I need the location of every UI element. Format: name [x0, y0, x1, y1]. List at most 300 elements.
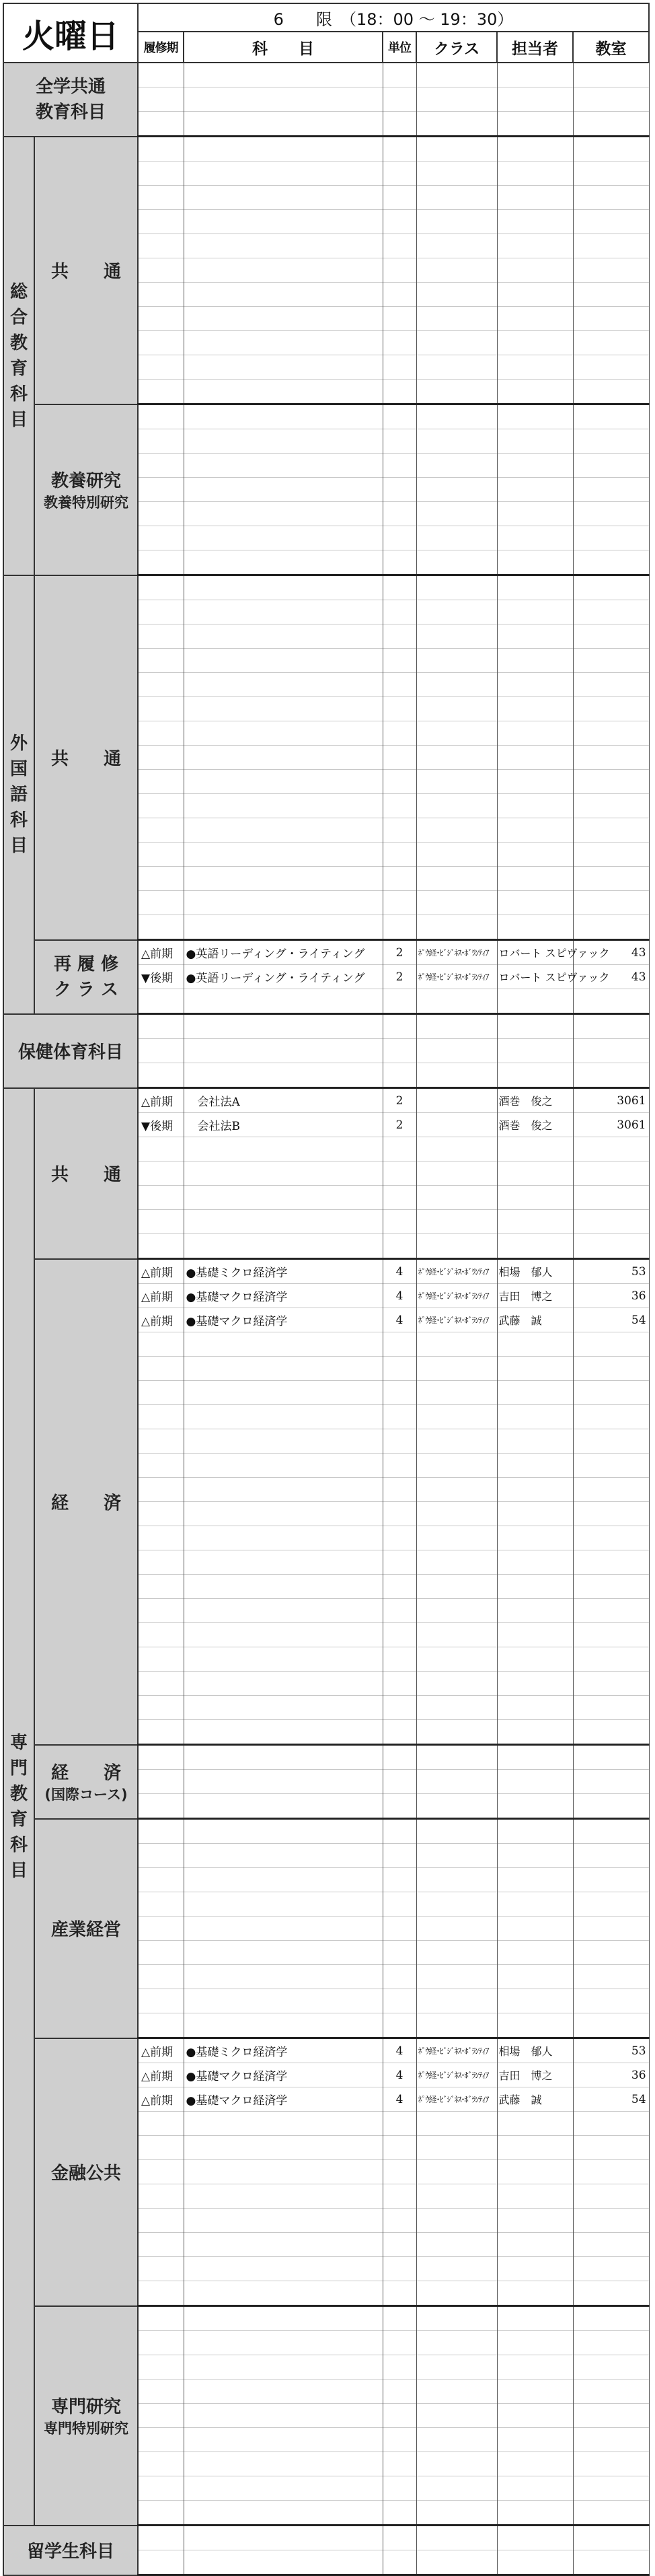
- cell-subject: [184, 112, 383, 137]
- cell-term: △前期: [138, 2038, 184, 2063]
- day-title: 火曜日: [3, 3, 138, 63]
- cell-room: [573, 63, 649, 87]
- cell-term: [138, 867, 184, 891]
- subsection-rireki-text: 再 履 修 ク ラ ス: [53, 954, 119, 1000]
- cell-term: [138, 2281, 184, 2306]
- cell-class: [416, 234, 497, 258]
- section-zengaku: [3, 63, 138, 137]
- cell-room: [573, 1234, 649, 1259]
- subsection-keizai: [34, 1259, 138, 1745]
- cell-term: [138, 1332, 184, 1357]
- cell-subject: [184, 1405, 383, 1429]
- cell-subject: ●基礎ミクロ経済学: [184, 2038, 383, 2063]
- cell-units: [383, 1405, 416, 1429]
- cell-teacher: [497, 429, 573, 454]
- cell-teacher: [497, 2257, 573, 2281]
- cell-room: [573, 550, 649, 575]
- cell-units: [383, 526, 416, 550]
- cell-room: [573, 2428, 649, 2452]
- cell-room: [573, 1210, 649, 1234]
- section-senmon-text: 専 門 教 育 科 目: [9, 1732, 28, 1881]
- cell-room: [573, 2281, 649, 2306]
- cell-class: [416, 1696, 497, 1720]
- cell-teacher: [497, 2550, 573, 2575]
- period-label: 6 限 （18：00 〜 19：30）: [138, 3, 649, 32]
- cell-class: [416, 1014, 497, 1039]
- cell-room: [573, 770, 649, 794]
- cell-subject: [184, 1770, 383, 1794]
- cell-class: [416, 63, 497, 87]
- cell-room: [573, 1745, 649, 1770]
- cell-units: [383, 380, 416, 404]
- cell-subject: [184, 1745, 383, 1770]
- cell-units: [383, 1137, 416, 1161]
- cell-teacher: [497, 1332, 573, 1357]
- cell-units: [383, 137, 416, 162]
- cell-subject: [184, 1234, 383, 1259]
- cell-subject: [184, 2233, 383, 2257]
- cell-units: [383, 112, 416, 137]
- cell-units: [383, 1575, 416, 1599]
- cell-term: [138, 234, 184, 258]
- cell-subject: [184, 721, 383, 746]
- cell-subject: [184, 2306, 383, 2331]
- cell-term: [138, 2526, 184, 2550]
- cell-units: 4: [383, 1284, 416, 1308]
- cell-subject: [184, 210, 383, 234]
- cell-class: [416, 794, 497, 818]
- cell-room: [573, 1526, 649, 1550]
- cell-units: [383, 2476, 416, 2501]
- cell-units: [383, 234, 416, 258]
- cell-units: [383, 1941, 416, 1965]
- cell-subject: ●基礎マクロ経済学: [184, 2087, 383, 2112]
- cell-class: [416, 673, 497, 697]
- cell-units: [383, 1819, 416, 1844]
- cell-units: [383, 1478, 416, 1502]
- cell-class: [416, 2476, 497, 2501]
- cell-room: [573, 2526, 649, 2550]
- table-row: [3, 1745, 649, 1770]
- cell-term: [138, 1186, 184, 1210]
- cell-units: [383, 1647, 416, 1672]
- cell-class: [416, 989, 497, 1014]
- cell-units: [383, 2452, 416, 2476]
- cell-units: [383, 1696, 416, 1720]
- cell-class: [416, 404, 497, 429]
- subsection-sogo-kenkyu-text: 教養研究: [51, 471, 122, 491]
- cell-room: [573, 307, 649, 331]
- cell-units: [383, 2428, 416, 2452]
- cell-subject: [184, 283, 383, 307]
- cell-class: [416, 1478, 497, 1502]
- cell-room: [573, 1844, 649, 1868]
- cell-term: [138, 1819, 184, 1844]
- cell-teacher: [497, 1502, 573, 1526]
- cell-subject: [184, 404, 383, 429]
- cell-term: [138, 526, 184, 550]
- cell-room: [573, 283, 649, 307]
- cell-subject: [184, 1892, 383, 1917]
- cell-units: [383, 1332, 416, 1357]
- cell-class: ﾈﾟｳ経･ﾋﾞｼﾞﾈｽ･ﾎﾞﾗﾝﾃｨｱ: [416, 965, 497, 989]
- cell-units: [383, 624, 416, 649]
- cell-units: [383, 2233, 416, 2257]
- cell-units: [383, 283, 416, 307]
- cell-term: [138, 2428, 184, 2452]
- cell-class: [416, 550, 497, 575]
- cell-class: [416, 1234, 497, 1259]
- table-row: [3, 404, 649, 429]
- cell-room: [573, 1941, 649, 1965]
- cell-subject: [184, 2452, 383, 2476]
- cell-term: [138, 2112, 184, 2136]
- cell-subject: [184, 1989, 383, 2013]
- cell-class: [416, 746, 497, 770]
- cell-teacher: [497, 1186, 573, 1210]
- cell-teacher: [497, 1478, 573, 1502]
- cell-class: [416, 210, 497, 234]
- cell-room: [573, 600, 649, 624]
- col-class-header: クラス: [416, 32, 497, 63]
- cell-room: [573, 1063, 649, 1088]
- timetable: [3, 3, 650, 2576]
- cell-teacher: 相場 郁人: [497, 2038, 573, 2063]
- subsection-rireki: [34, 940, 138, 1014]
- cell-class: [416, 843, 497, 867]
- cell-units: [383, 2013, 416, 2038]
- cell-units: [383, 891, 416, 915]
- cell-room: [573, 234, 649, 258]
- cell-term: [138, 2136, 184, 2160]
- cell-teacher: [497, 575, 573, 600]
- cell-teacher: [497, 1917, 573, 1941]
- cell-room: [573, 1696, 649, 1720]
- cell-subject: [184, 454, 383, 478]
- cell-teacher: [497, 234, 573, 258]
- cell-term: [138, 2380, 184, 2404]
- cell-term: [138, 1917, 184, 1941]
- cell-term: [138, 1234, 184, 1259]
- cell-class: [416, 891, 497, 915]
- cell-term: [138, 1526, 184, 1550]
- section-sogo-text: 総 合 教 育 科 目: [9, 281, 28, 430]
- cell-units: 4: [383, 2087, 416, 2112]
- cell-subject: [184, 63, 383, 87]
- cell-teacher: ロバート スピヴァック: [497, 965, 573, 989]
- cell-term: [138, 843, 184, 867]
- cell-units: [383, 429, 416, 454]
- cell-term: [138, 1478, 184, 1502]
- cell-teacher: [497, 1989, 573, 2013]
- cell-teacher: [497, 2160, 573, 2184]
- cell-teacher: [497, 624, 573, 649]
- cell-class: [416, 1039, 497, 1063]
- cell-term: [138, 721, 184, 746]
- cell-class: [416, 2013, 497, 2038]
- cell-term: [138, 162, 184, 186]
- cell-subject: [184, 697, 383, 721]
- cell-class: [416, 355, 497, 380]
- cell-class: [416, 1357, 497, 1381]
- cell-subject: [184, 478, 383, 502]
- cell-units: [383, 649, 416, 673]
- cell-room: [573, 2380, 649, 2404]
- cell-class: [416, 1917, 497, 1941]
- cell-term: [138, 1965, 184, 1989]
- cell-teacher: 武藤 誠: [497, 2087, 573, 2112]
- cell-term: [138, 355, 184, 380]
- cell-class: [416, 454, 497, 478]
- cell-term: ▼後期: [138, 965, 184, 989]
- cell-class: [416, 2112, 497, 2136]
- cell-teacher: [497, 1672, 573, 1696]
- cell-subject: [184, 2331, 383, 2355]
- cell-room: [573, 137, 649, 162]
- cell-units: [383, 1989, 416, 2013]
- section-ryugakusei: [3, 2526, 138, 2575]
- cell-units: [383, 843, 416, 867]
- subsection-gaikoku-common: [34, 575, 138, 940]
- cell-room: [573, 1892, 649, 1917]
- cell-teacher: [497, 2281, 573, 2306]
- cell-subject: [184, 1720, 383, 1745]
- cell-units: [383, 63, 416, 87]
- cell-teacher: [497, 1745, 573, 1770]
- cell-teacher: [497, 137, 573, 162]
- cell-class: [416, 818, 497, 843]
- cell-teacher: [497, 502, 573, 526]
- cell-term: [138, 1745, 184, 1770]
- cell-units: [383, 404, 416, 429]
- cell-teacher: [497, 721, 573, 746]
- cell-term: [138, 770, 184, 794]
- subsection-senmon-common: [34, 1088, 138, 1259]
- cell-term: [138, 1941, 184, 1965]
- cell-class: [416, 624, 497, 649]
- cell-term: [138, 1063, 184, 1088]
- cell-teacher: [497, 63, 573, 87]
- cell-class: [416, 1113, 497, 1137]
- cell-subject: [184, 1526, 383, 1550]
- section-zengaku-text: 全学共通 教育科目: [36, 76, 106, 122]
- cell-room: [573, 404, 649, 429]
- cell-subject: [184, 1137, 383, 1161]
- cell-units: [383, 1039, 416, 1063]
- cell-teacher: [497, 1063, 573, 1088]
- cell-teacher: [497, 162, 573, 186]
- cell-class: [416, 697, 497, 721]
- subsection-sangyo: [34, 1819, 138, 2038]
- cell-room: [573, 1039, 649, 1063]
- cell-subject: ●英語リーディング・ライティング: [184, 940, 383, 965]
- cell-subject: [184, 2013, 383, 2038]
- cell-teacher: [497, 404, 573, 429]
- cell-term: [138, 137, 184, 162]
- cell-teacher: [497, 2476, 573, 2501]
- cell-room: [573, 2184, 649, 2209]
- cell-class: [416, 1454, 497, 1478]
- cell-class: [416, 721, 497, 746]
- cell-subject: ●基礎マクロ経済学: [184, 1308, 383, 1332]
- cell-term: [138, 550, 184, 575]
- cell-subject: [184, 355, 383, 380]
- cell-room: [573, 794, 649, 818]
- cell-room: [573, 112, 649, 137]
- cell-class: [416, 1063, 497, 1088]
- cell-subject: [184, 2281, 383, 2306]
- col-term-header: 履修期: [138, 32, 184, 63]
- cell-class: [416, 162, 497, 186]
- cell-room: [573, 258, 649, 283]
- cell-term: [138, 1405, 184, 1429]
- cell-subject: [184, 1161, 383, 1186]
- cell-teacher: [497, 1794, 573, 1819]
- subsection-sogo-kenkyu: [34, 404, 138, 575]
- cell-term: [138, 454, 184, 478]
- cell-room: [573, 624, 649, 649]
- cell-teacher: [497, 2013, 573, 2038]
- section-ryugakusei-text: 留学生科目: [27, 2542, 115, 2562]
- cell-units: [383, 1868, 416, 1892]
- cell-term: [138, 1161, 184, 1186]
- cell-teacher: [497, 1357, 573, 1381]
- cell-teacher: [497, 2355, 573, 2380]
- cell-teacher: [497, 915, 573, 940]
- subsection-kinyu-text: 金融公共: [51, 2163, 122, 2184]
- cell-teacher: [497, 526, 573, 550]
- cell-subject: [184, 2160, 383, 2184]
- cell-subject: [184, 1794, 383, 1819]
- cell-class: [416, 2355, 497, 2380]
- cell-room: [573, 891, 649, 915]
- cell-teacher: [497, 843, 573, 867]
- cell-teacher: [497, 1039, 573, 1063]
- cell-term: [138, 2331, 184, 2355]
- cell-room: [573, 2306, 649, 2331]
- cell-room: [573, 2452, 649, 2476]
- cell-units: [383, 1599, 416, 1623]
- cell-units: [383, 162, 416, 186]
- cell-units: [383, 1429, 416, 1454]
- cell-subject: ●英語リーディング・ライティング: [184, 965, 383, 989]
- cell-term: [138, 258, 184, 283]
- cell-term: △前期: [138, 1259, 184, 1284]
- cell-subject: [184, 1478, 383, 1502]
- cell-units: [383, 550, 416, 575]
- cell-room: [573, 355, 649, 380]
- cell-class: [416, 283, 497, 307]
- cell-subject: [184, 162, 383, 186]
- cell-subject: [184, 1063, 383, 1088]
- cell-term: [138, 1672, 184, 1696]
- cell-room: [573, 2501, 649, 2526]
- cell-class: [416, 186, 497, 210]
- cell-term: [138, 1647, 184, 1672]
- cell-term: [138, 380, 184, 404]
- cell-subject: [184, 1672, 383, 1696]
- cell-units: [383, 1186, 416, 1210]
- cell-room: [573, 2355, 649, 2380]
- cell-term: [138, 307, 184, 331]
- cell-subject: [184, 794, 383, 818]
- cell-class: [416, 1381, 497, 1405]
- cell-subject: [184, 1868, 383, 1892]
- cell-term: [138, 600, 184, 624]
- cell-units: [383, 454, 416, 478]
- cell-units: [383, 307, 416, 331]
- cell-subject: [184, 1941, 383, 1965]
- cell-room: [573, 1965, 649, 1989]
- cell-units: 2: [383, 1088, 416, 1113]
- cell-teacher: [497, 550, 573, 575]
- cell-teacher: [497, 380, 573, 404]
- cell-room: [573, 746, 649, 770]
- cell-room: [573, 1332, 649, 1357]
- cell-term: [138, 1989, 184, 2013]
- cell-units: [383, 915, 416, 940]
- cell-subject: [184, 2380, 383, 2404]
- cell-teacher: [497, 2209, 573, 2233]
- cell-class: [416, 2233, 497, 2257]
- cell-subject: [184, 1014, 383, 1039]
- cell-units: 2: [383, 1113, 416, 1137]
- cell-class: [416, 1429, 497, 1454]
- cell-subject: [184, 1575, 383, 1599]
- cell-term: [138, 1039, 184, 1063]
- cell-subject: [184, 526, 383, 550]
- cell-term: △前期: [138, 2087, 184, 2112]
- cell-subject: [184, 1550, 383, 1575]
- cell-subject: [184, 1210, 383, 1234]
- cell-room: 43: [573, 965, 649, 989]
- cell-units: 4: [383, 2063, 416, 2087]
- subsection-sogo-common: [34, 137, 138, 404]
- cell-units: [383, 2209, 416, 2233]
- cell-subject: ●基礎マクロ経済学: [184, 1284, 383, 1308]
- cell-room: [573, 1014, 649, 1039]
- cell-teacher: [497, 2136, 573, 2160]
- cell-term: [138, 1429, 184, 1454]
- cell-subject: [184, 746, 383, 770]
- cell-subject: ●基礎ミクロ経済学: [184, 1259, 383, 1284]
- cell-term: [138, 63, 184, 87]
- col-subject-header: 科 目: [184, 32, 383, 63]
- cell-class: [416, 1502, 497, 1526]
- cell-class: [416, 1575, 497, 1599]
- cell-units: [383, 186, 416, 210]
- cell-units: [383, 2160, 416, 2184]
- cell-room: [573, 2136, 649, 2160]
- cell-room: 43: [573, 940, 649, 965]
- cell-term: △前期: [138, 1308, 184, 1332]
- cell-teacher: [497, 1550, 573, 1575]
- cell-room: [573, 1868, 649, 1892]
- cell-subject: [184, 137, 383, 162]
- cell-subject: [184, 867, 383, 891]
- cell-term: [138, 649, 184, 673]
- cell-term: [138, 1357, 184, 1381]
- cell-room: [573, 2209, 649, 2233]
- cell-subject: [184, 1819, 383, 1844]
- cell-term: [138, 112, 184, 137]
- cell-teacher: [497, 1014, 573, 1039]
- cell-class: [416, 1647, 497, 1672]
- cell-units: [383, 2404, 416, 2428]
- cell-units: [383, 1454, 416, 1478]
- cell-class: [416, 649, 497, 673]
- cell-room: [573, 1137, 649, 1161]
